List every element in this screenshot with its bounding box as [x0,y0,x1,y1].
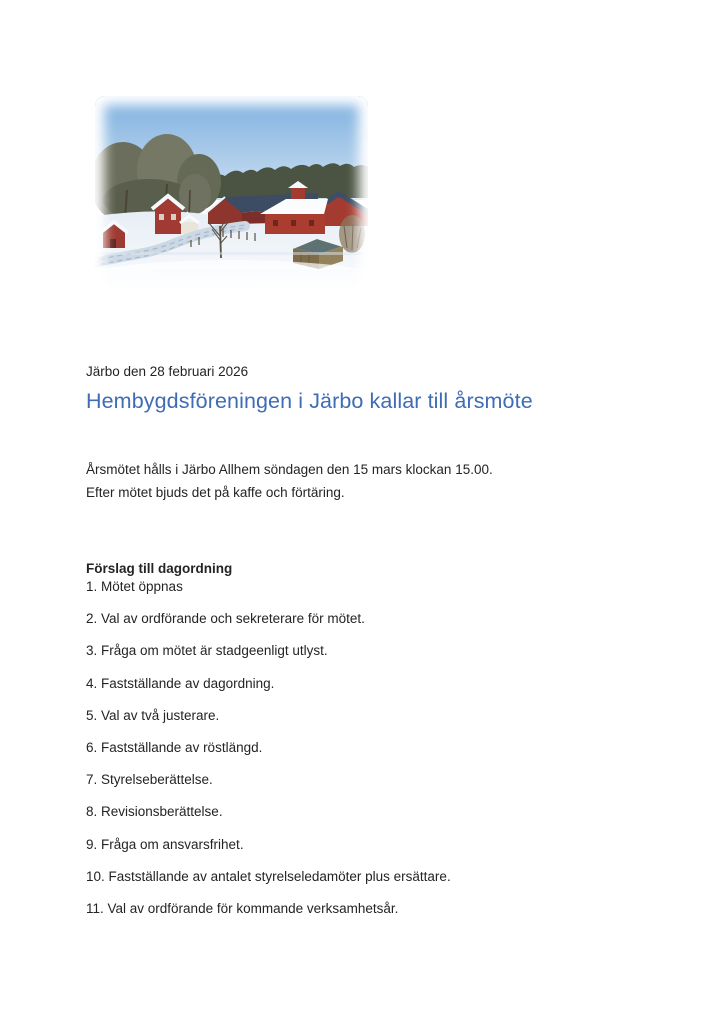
agenda-list [86,571,451,925]
intro-line: Årsmötet hålls i Järbo Allhem söndagen den 15 mars klockan 15.00. [86,462,493,477]
agenda-item: 6. Fastställande av röstlängd. [86,740,263,756]
agenda-item: 10. Fastställande av antalet styrelseledamöter plus ersättare. [86,868,451,884]
farm-photo [95,96,368,298]
agenda-heading: Förslag till dagordning [86,560,233,576]
agenda-item: 7. Styrelseberättelse. [86,772,213,788]
date-line: Järbo den 28 februari 2026 [86,363,249,379]
agenda-item: 5. Val av två justerare. [86,707,220,723]
agenda-item: 1. Mötet öppnas [86,579,183,594]
document-title: Hembygdsföreningen i Järbo kallar till årsmöte [86,389,533,413]
farm-photo-illustration [95,96,368,298]
agenda-item: 4. Fastställande av dagordning. [86,675,275,691]
agenda-item: 11. Val av ordförande för kommande verksamhetsår. [86,901,399,917]
agenda-item: 9. Fråga om ansvarsfrihet. [86,836,244,852]
intro-paragraph [86,459,493,504]
intro-line: Efter mötet bjuds det på kaffe och förtäring. [86,484,345,500]
agenda-item: 8. Revisionsberättelse. [86,804,223,820]
agenda-item: 3. Fråga om mötet är stadgeenligt utlyst. [86,643,328,659]
bush [339,215,365,253]
agenda-item: 2. Val av ordförande och sekreterare för mötet. [86,611,365,627]
